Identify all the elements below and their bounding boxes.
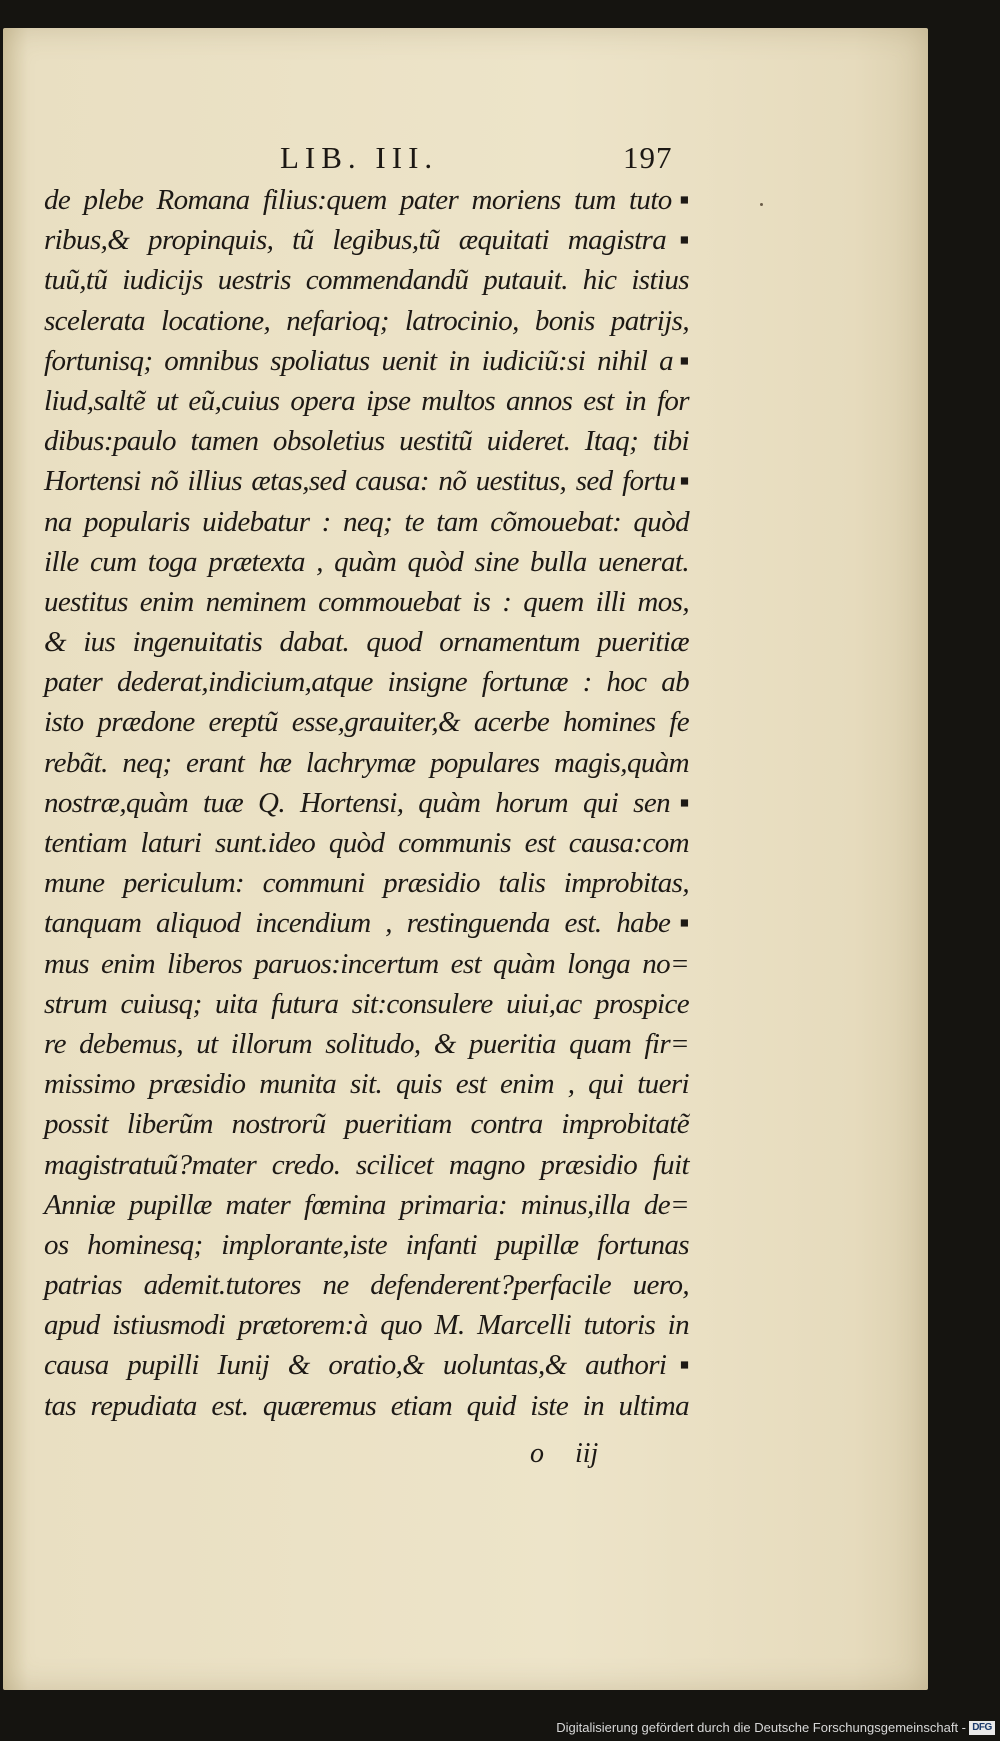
text-line: mune periculum: communi præsidio talis improbitas, — [44, 867, 689, 900]
footer-bar — [0, 1716, 1000, 1741]
text-line: liud,saltẽ ut eũ,cuius opera ipse multos annos est in for — [44, 384, 689, 417]
text-line: tas repudiata est. quæremus etiam quid iste in ultima — [44, 1389, 689, 1422]
text-line: de plebe Romana filius:quem pater moriens tum tuto▪ — [44, 184, 689, 216]
text-line: apud istiusmodi prætorem:à quo M. Marcelli tutoris in — [44, 1309, 689, 1342]
text-line: uestitus enim neminem commouebat is : quem illi mos, — [44, 585, 689, 618]
text-line: nostræ,quàm tuæ Q. Hortensi, quàm horum qui sen▪ — [44, 786, 689, 819]
running-head: LIB. III. — [280, 140, 439, 175]
body-text — [44, 180, 689, 1426]
text-line: pater dederat,indicium,atque insigne fortunæ : hoc ab — [44, 666, 689, 699]
text-line: ille cum toga prætexta , quàm quòd sine bulla uenerat. — [44, 545, 689, 578]
text-line: & ius ingenuitatis dabat. quod ornamentum pueritiæ — [44, 626, 689, 659]
text-line: mus enim liberos paruos:incertum est quàm longa no= — [44, 947, 689, 980]
paper-speck — [760, 203, 763, 206]
text-line: Anniæ pupillæ mater fœmina primaria: minus,illa de= — [44, 1188, 689, 1221]
text-line: patrias ademit.tutores ne defenderent?perfacile uero, — [44, 1269, 689, 1302]
text-line: os hominesq; implorante,iste infanti pupillæ fortunas — [44, 1228, 689, 1261]
text-line: magistratuũ?mater credo. scilicet magno præsidio fuit — [44, 1148, 689, 1181]
page-header — [0, 140, 1000, 180]
text-line: strum cuiusq; uita futura sit:consulere uiui,ac prospice — [44, 987, 689, 1020]
text-line: causa pupilli Iunij & oratio,& uoluntas,& authori▪ — [44, 1349, 689, 1382]
text-line: scelerata locatione, nefarioq; latrocinio, bonis patrijs, — [44, 304, 689, 337]
text-line: tanquam aliquod incendium , restinguenda est. habe▪ — [44, 907, 689, 940]
text-line: possit liberũm nostrorũ pueritiam contra improbitatẽ — [44, 1108, 689, 1141]
text-line: na popularis uidebatur : neq; te tam cõmouebat: quòd — [44, 505, 689, 538]
text-line: re debemus, ut illorum solitudo, & pueritia quam fir= — [44, 1027, 689, 1060]
text-line: rebãt. neq; erant hæ lachrymæ populares magis,quàm — [44, 746, 689, 779]
text-line: dibus:paulo tamen obsoletius uestitũ uideret. Itaq; tibi — [44, 425, 689, 458]
text-line: fortunisq; omnibus spoliatus uenit in iudiciũ:si nihil a▪ — [44, 344, 689, 377]
text-line: isto prædone ereptũ esse,grauiter,& acerbe homines fe — [44, 706, 689, 739]
text-line: ribus,& propinquis, tũ legibus,tũ æquitati magistra▪ — [44, 224, 689, 257]
signature-mark: o iij — [530, 1438, 599, 1469]
dfg-logo-icon: DFG — [969, 1721, 995, 1735]
page-number: 197 — [623, 140, 673, 175]
text-line: tentiam laturi sunt.ideo quòd communis est causa:com — [44, 827, 689, 859]
funding-credit: Digitalisierung gefördert durch die Deutsche Forschungsgemeinschaft - — [556, 1720, 966, 1735]
text-line: Hortensi nõ illius ætas,sed causa: nõ uestitus, sed fortu▪ — [44, 465, 689, 498]
text-line: missimo præsidio munita sit. quis est enim , qui tueri — [44, 1068, 689, 1101]
text-line: tuũ,tũ iudicijs uestris commendandũ putauit. hic istius — [44, 264, 689, 297]
